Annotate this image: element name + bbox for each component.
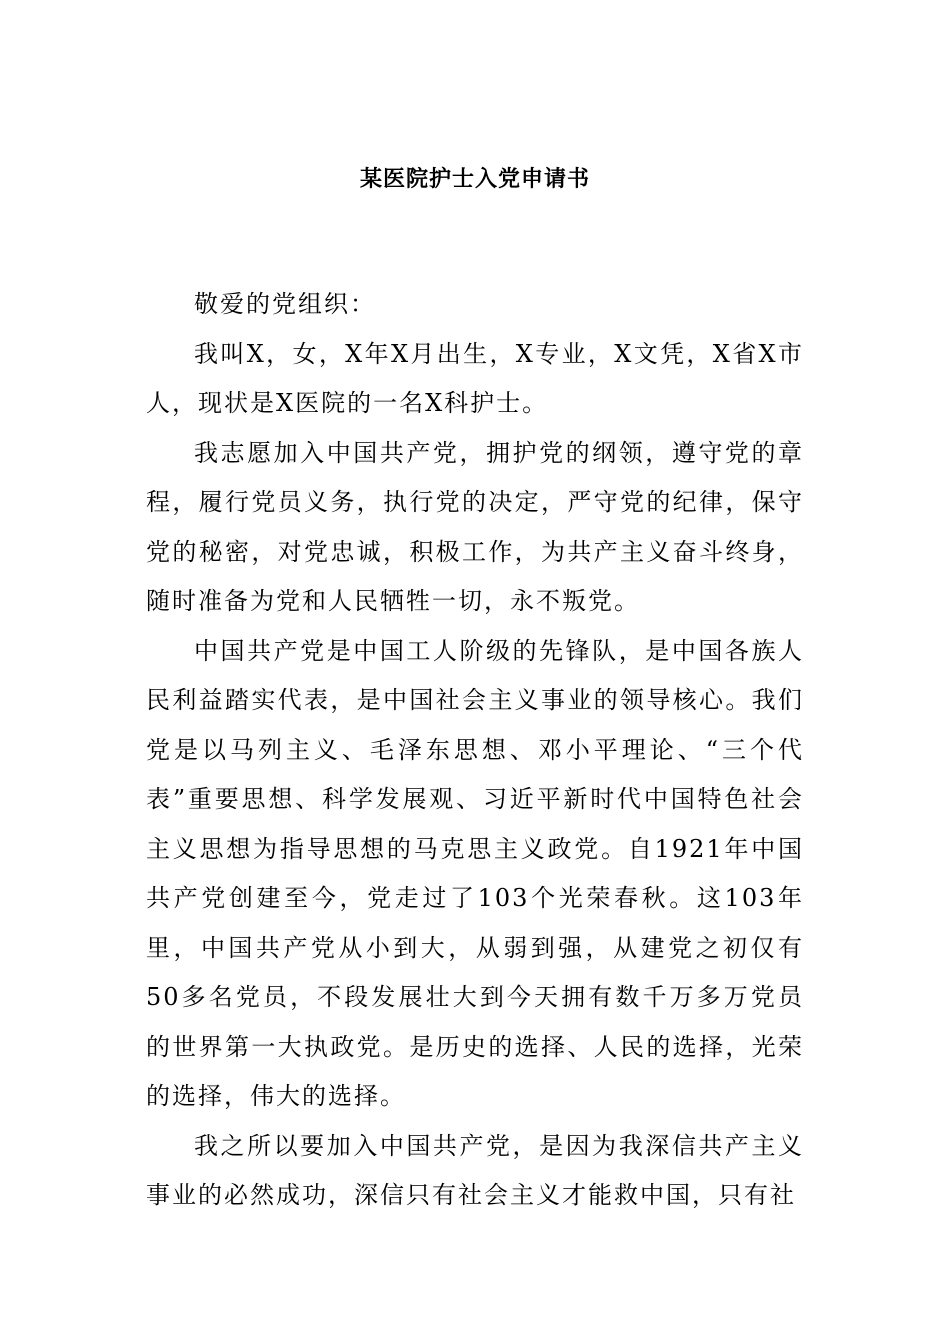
document-body [146,280,804,1221]
paragraph-party-history: 中国共产党是中国工人阶级的先锋队，是中国各族人民利益踏实代表，是中国社会主义事业的领导核心。我们党是以马列主义、毛泽东思想、邓小平理论、“三个代表”重要思想、科学发展观、习近平新时代中国特色社会主义思想为指导思想的马克思主义政党。自1921年中国共产党创建至今，党走过了103个光荣春秋。这103年里，中国共产党从小到大，从弱到强，从建党之初仅有50多名党员，不段发展壮大到今天拥有数千万多万党员的世界第一大执政党。是历史的选择、人民的选择，光荣的选择，伟大的选择。 [146,636,804,1110]
paragraph-intro: 我叫X，女，X年X月出生，X专业，X文凭，X省X市人，现状是X医院的一名X科护士。 [146,339,804,417]
document-title: 某医院护士入党申请书 [359,166,590,192]
paragraph-pledge: 我志愿加入中国共产党，拥护党的纲领，遵守党的章程，履行党员义务，执行党的决定，严守党的纪律，保守党的秘密，对党忠诚，积极工作，为共产主义奋斗终身，随时准备为党和人民牺牲一切，永不叛党。 [146,438,804,615]
paragraph-motivation: 我之所以要加入中国共产党，是因为我深信共产主义事业的必然成功，深信只有社会主义才能救中国，只有社 [146,1131,804,1209]
salutation: 敬爱的党组织： [194,290,376,318]
